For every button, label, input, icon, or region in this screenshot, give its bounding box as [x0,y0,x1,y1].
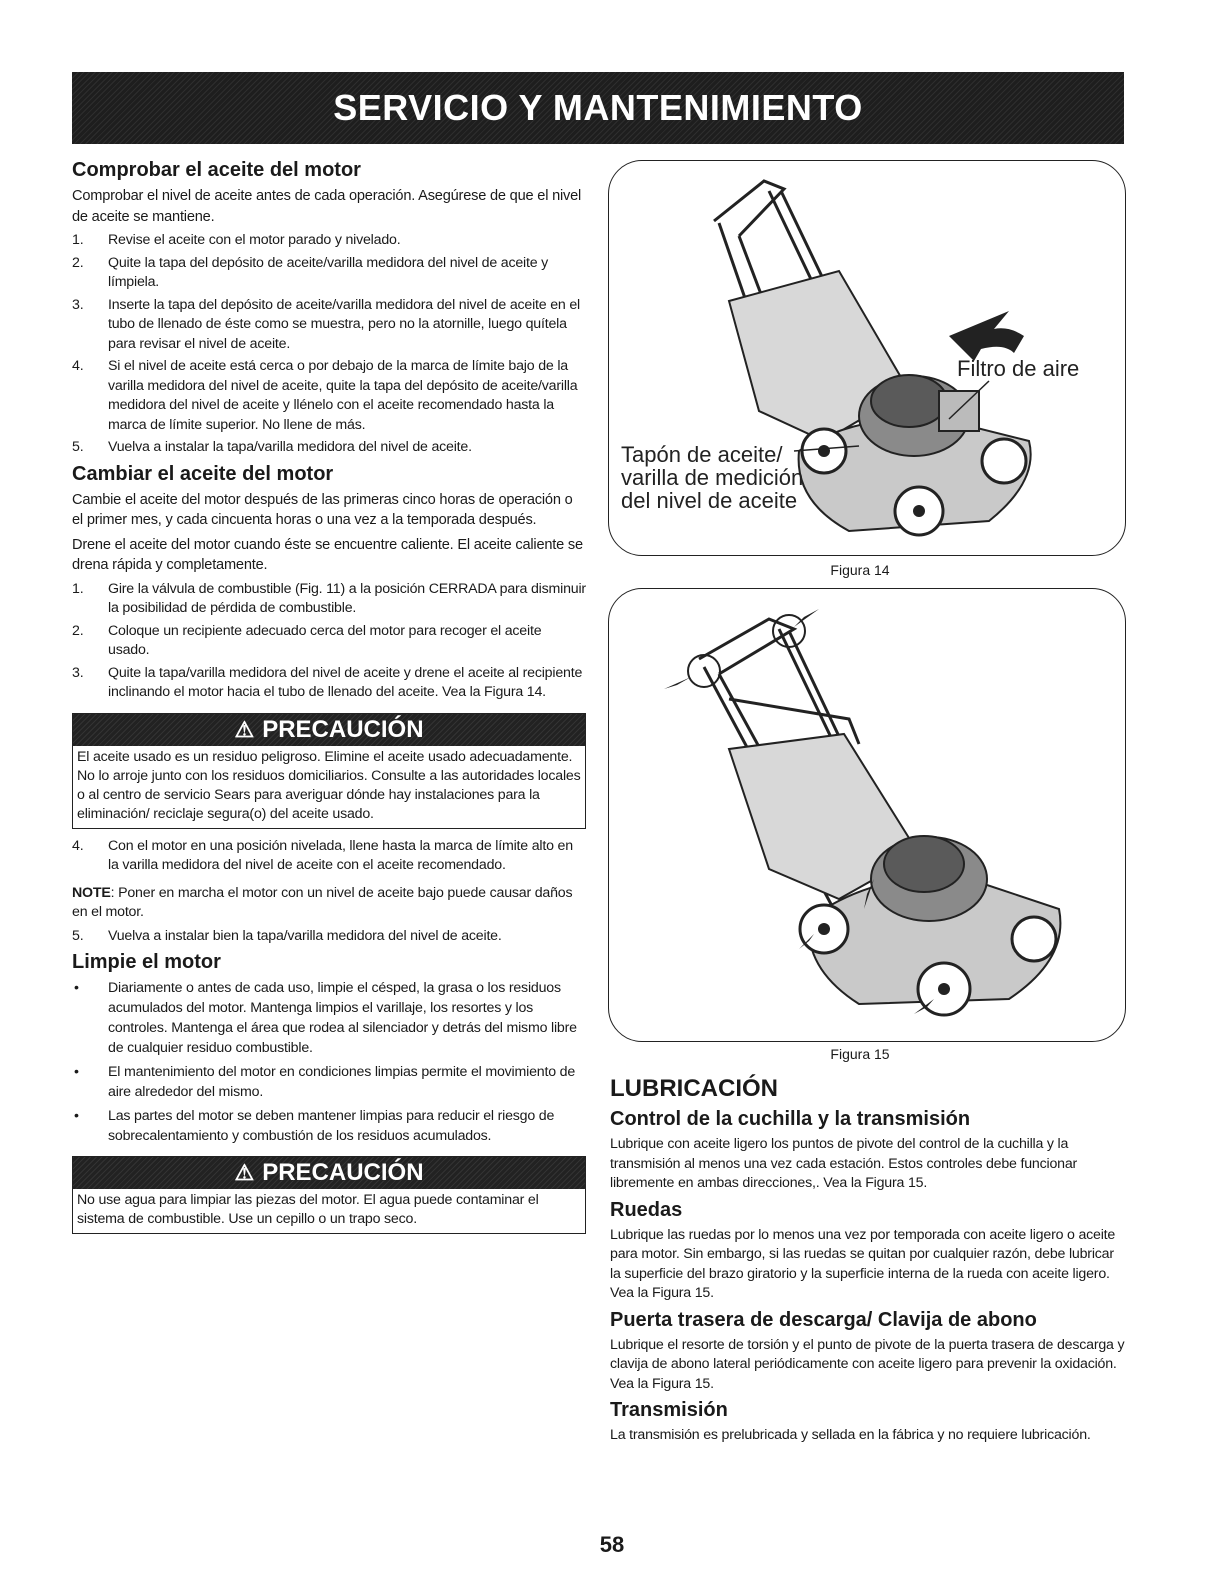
mower-lubrication-illustration [609,589,1125,1041]
step-text: Vuelva a instalar la tapa/varilla medidora del nivel de aceite. [108,439,472,455]
step-number: 2. [72,254,84,271]
note-text: : Poner en marcha el motor con un nivel de aceite bajo puede causar daños en el motor. [72,884,573,920]
list-item [72,837,586,876]
change-oil-intro-2: Drene el aceite del motor cuando éste se encuentre caliente. El aceite caliente se drena rápida y completamente. [72,536,583,573]
step-text: Inserte la tapa del depósito de aceite/varilla medidora del nivel de aceite en el tubo de llenado de éste como se muestra, pero no la atornille, luego quítela para revisar el nivel de aceite. [108,296,581,352]
list-item [72,357,586,435]
clean-engine-heading: Limpie el motor [72,951,221,973]
caution-text: No use agua para limpiar las piezas del motor. El agua puede contaminar el sistema de combustible. Use un cepillo o un trapo seco. [77,1192,539,1227]
banner-title: SERVICIO Y MANTENIMIENTO [333,87,863,128]
air-filter-label: Filtro de aire [957,356,1080,381]
check-oil-heading: Comprobar el aceite del motor [72,159,361,181]
change-oil-step-4 [72,837,586,876]
list-item [72,580,586,619]
clean-engine-bullets [72,978,586,1146]
step-text: Coloque un recipiente adecuado cerca del motor para recoger el aceite usado. [108,622,542,658]
caution-box-oil [72,713,586,829]
oil-cap-label-1: Tapón de aceite/ [621,442,783,467]
step-number: 4. [72,837,84,854]
step-text: Si el nivel de aceite está cerca o por debajo de la marca de límite bajo de la varilla medidora del nivel de aceite, quite la tapa del depósito de aceite/varilla medidora del nivel de aceite y llénelo con el aceite recomendado hasta la marca de límite superior. No llene de más. [108,358,578,433]
caution-header [73,714,585,746]
list-item [72,296,586,355]
step-text: Con el motor en una posición nivelada, llene hasta la marca de límite alto en la varilla medidora del nivel de aceite con el aceite recomendado. [108,837,573,873]
check-oil-intro: Comprobar el nivel de aceite antes de cada operación. Asegúrese de que el nivel de aceite se mantiene. [72,188,582,225]
page-number: 58 [599,1532,625,1557]
step-text: Vuelva a instalar bien la tapa/varilla medidora del nivel de aceite. [108,927,502,944]
caution-box-water [72,1156,586,1234]
left-column [72,158,586,1242]
step-number: 4. [72,358,84,374]
list-item [72,622,586,661]
wheels-heading: Ruedas [610,1198,683,1221]
section-banner [72,72,1124,144]
caution-text: El aceite usado es un residuo peligroso. Elimine el aceite usado adecuadamente. No lo arroje junto con los residuos domiciliarios. Consulte a las autoridades locales o al centro de servicio Sears para averiguar dónde hay instalaciones para la eliminación/ reciclaje segura(o) del aceite usado. [77,748,581,822]
blade-control-heading: Control de la cuchilla y la transmisión [610,1108,971,1130]
rear-door-heading: Puerta trasera de descarga/ Clavija de abono [610,1308,1037,1331]
list-item: • Diariamente o antes de cada uso, limpie el césped, la grasa o los residuos acumulados del motor. Mantenga limpios el varillaje, los resortes y los controles. Mantenga el área que rodea al silenciador y detrás del mismo libre de cualquier residuo combustible. [72,978,586,1058]
change-oil-heading: Cambiar el aceite del motor [72,462,334,485]
figure-15 [608,588,1126,1042]
list-item [72,254,586,293]
change-oil-step-5 [72,927,586,947]
step-text: Revise el aceite con el motor parado y nivelado. [108,232,401,248]
figure-15-caption: Figura 15 [830,1046,890,1062]
list-item [72,664,586,703]
change-oil-intro-1: Cambie el aceite del motor después de las primeras cinco horas de operación o el primer mes, y cada cincuenta horas o una vez a la temporada después. [72,491,573,528]
transmission-text: La transmisión es prelubricada y sellada en la fábrica y no requiere lubricación. [610,1427,1091,1443]
warning-triangle-icon: ⚠ [234,1160,255,1185]
transmission-heading: Transmisión [610,1399,728,1421]
caution-title: PRECAUCIÓN [262,1159,424,1186]
blade-control-text: Lubrique con aceite ligero los puntos de pivote del control de la cuchilla y la transmisión al menos una vez cada estación. Estos controles debe funcionar libremente en ambas direcciones,. Vea la Figura 15. [610,1136,1078,1191]
step-number: 3. [72,664,84,681]
list-item [72,927,586,947]
lubrication-heading: LUBRICACIÓN [610,1075,778,1102]
step-number: 2. [72,622,84,639]
note-label: NOTE [72,884,111,901]
step-text: Quite la tapa del depósito de aceite/varilla medidora del nivel de aceite y límpiela. [108,254,549,290]
list-item: • El mantenimiento del motor en condiciones limpias permite el movimiento de aire alrededor del mismo. [72,1062,586,1102]
step-number: 3. [72,296,84,313]
change-oil-steps [72,580,586,703]
step-number: 1. [72,580,84,597]
list-item [72,231,586,251]
oil-cap-label-3: del nivel de aceite [621,488,798,513]
figure-14-caption: Figura 14 [830,562,890,578]
step-number: 5. [72,927,84,944]
lubrication-section [610,1075,1126,1450]
figure-14 [608,160,1126,556]
note [72,884,586,923]
list-item: • Las partes del motor se deben mantener limpias para reducir el riesgo de sobrecalentamiento y combustión de los residuos acumulados. [72,1106,586,1146]
step-text: Quite la tapa/varilla medidora del nivel de aceite y drene el aceite al recipiente inclinando el motor hacia el tubo de llenado del aceite. Vea la Figura 14. [108,664,583,700]
check-oil-steps [72,231,586,458]
oil-cap-label-2: varilla de medición [621,465,804,490]
step-number: 1. [72,232,84,248]
caution-header [73,1157,585,1189]
warning-triangle-icon: ⚠ [234,716,255,742]
list-item [72,438,586,458]
caution-title: PRECAUCIÓN [262,715,424,743]
rear-door-text: Lubrique el resorte de torsión y el punto de pivote de la puerta trasera de descarga y clavija de abono lateral periódicamente con aceite ligero para prevenir la oxidación. Vea la Figura 15. [610,1336,1125,1392]
step-text: Gire la válvula de combustible (Fig. 11) a la posición CERRADA para disminuir la posibilidad de pérdida de combustible. [108,580,586,616]
wheels-text: Lubrique las ruedas por lo menos una vez por temporada con aceite ligero o aceite para motor. Sin embargo, si las ruedas se quitan por cualquier razón, debe lubricar la superficie del brazo giratorio y la superficie interna de la rueda con aceite ligero. Vea la Figura 15. [610,1226,1116,1301]
step-number: 5. [72,439,84,455]
